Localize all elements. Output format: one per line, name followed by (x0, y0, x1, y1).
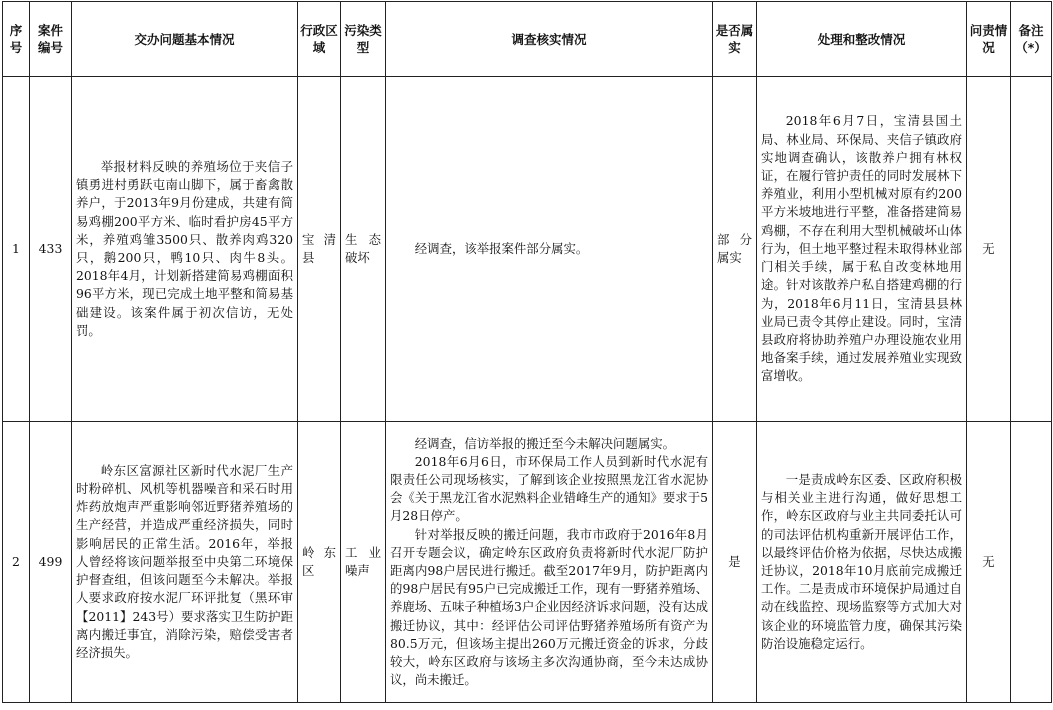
cell-issue (72, 422, 298, 703)
cell-seq: 1 (3, 77, 30, 422)
investigation-paragraph: 经调查，该举报案件部分属实。 (414, 240, 589, 256)
investigation-paragraph: 2018年6月6日，市环保局工作人员到新时代水泥有限责任公司现场核实，了解到该企业按照黑龙江省水泥协会《关于黑龙江省水泥熟料企业错峰生产的通知》要求于5月28日停产。 (390, 453, 708, 524)
cell-case-no: 433 (30, 77, 72, 422)
header-seq: 序号 (3, 2, 30, 77)
cell-investigation (386, 422, 713, 703)
header-investigation: 调查核实情况 (386, 2, 713, 77)
cell-region: 宝清县 (298, 77, 341, 422)
header-accountability: 问责情况 (967, 2, 1011, 77)
cell-verified: 是 (713, 422, 757, 703)
handling-text: 一是责成岭东区委、区政府积极与相关业主进行沟通，做好思想工作，岭东区政府与业主共同委托认可的司法评估机构重新开展评估工作，以最终评估价格为依据，尽快达成搬迁协议，2018年10月底前完成搬迁工作。二是责成市环境保护局通过自动在线监控、现场监察等方式加大对该企业的环境监管力度，确保其污染防治设施稳定运行。 (761, 471, 962, 651)
table-header-row (3, 2, 1052, 77)
cell-remark (1011, 77, 1052, 422)
table-row (3, 422, 1052, 703)
header-issue: 交办问题基本情况 (72, 2, 298, 77)
issue-text: 举报材料反映的养殖场位于夹信子镇勇进村勇跃屯南山脚下，属于畜禽散养户，于2013年9月份建成，共建有简易鸡棚200平方米、临时看护房45平方米，养殖鸡雏3500只、散养肉鸡320只，鹅200只，鸭10只、肉牛8头。2018年4月，计划新搭建简易鸡棚面积96平方米，现已完成土地平整和简易基础建设。该案件属于初次信访，无处罚。 (76, 158, 293, 338)
cell-verified: 部分属实 (713, 77, 757, 422)
table-row (3, 77, 1052, 422)
cell-remark (1011, 422, 1052, 703)
issue-text: 岭东区富源社区新时代水泥厂生产时粉碎机、风机等机器噪音和采石时用炸药放炮声严重影响邻近野猪养殖场的生产经营，并造成严重经济损失，同时影响居民的正常生活。2016年，举报人曾经将该问题举报至中央第二环境保护督查组，但该问题至今未解决。举报人要求政府按水泥厂环评批复（黑环审【2011】243号）要求落实卫生防护距离内搬迁事宜，消除污染，赔偿受害者经济损失。 (76, 462, 293, 660)
header-remark: 备注（*） (1011, 2, 1052, 77)
header-region: 行政区域 (298, 2, 341, 77)
cell-accountability: 无 (967, 422, 1011, 703)
cell-accountability: 无 (967, 77, 1011, 422)
cell-seq: 2 (3, 422, 30, 703)
cell-pollution: 生态破坏 (341, 77, 386, 422)
cell-investigation (386, 77, 713, 422)
cell-issue (72, 77, 298, 422)
cell-pollution: 工业噪声 (341, 422, 386, 703)
investigation-paragraph: 经调查，信访举报的搬迁至今未解决问题属实。 (414, 435, 675, 451)
cell-region: 岭东区 (298, 422, 341, 703)
header-handling: 处理和整改情况 (757, 2, 967, 77)
header-pollution: 污染类型 (341, 2, 386, 77)
header-case-no: 案件编号 (30, 2, 72, 77)
header-verified: 是否属实 (713, 2, 757, 77)
handling-text: 2018年6月7日，宝清县国土局、林业局、环保局、夹信子镇政府实地调查确认，该散养户拥有林权证，在履行管护责任的同时发展林下养殖业，利用小型机械对原有约200平方米坡地进行平整，准备搭建简易鸡棚，不存在利用大型机械破坏山体行为，但土地平整过程未取得林业部门相关手续，属于私自改变林地用途。针对该散养户私自搭建鸡棚的行为，2018年6月11日，宝清县县林业局已责令其停止建设。同时，宝清县政府将协助养殖户办理设施农业用地备案手续，通过发展养殖业实现致富增收。 (761, 113, 962, 384)
case-table (2, 1, 1052, 703)
cell-handling (757, 422, 967, 703)
investigation-paragraph: 针对举报反映的搬迁问题，我市市政府于2016年8月召开专题会议，确定岭东区政府负责将新时代水泥厂防护距离内98户居民进行搬迁。截至2017年9月，防护距离内的98户居民有95户已完成搬迁工作，现有一野猪养殖场、养鹿场、五味子种植场3户企业因经济诉求问题，没有达成搬迁协议，其中：经评估公司评估野猪养殖场所有资产为80.5万元，但该场主提出260万元搬迁资金的诉求，分歧较大，岭东区政府与该场主多次沟通协商，至今未达成协议，尚未搬迁。 (390, 526, 708, 688)
cell-case-no: 499 (30, 422, 72, 703)
cell-handling (757, 77, 967, 422)
